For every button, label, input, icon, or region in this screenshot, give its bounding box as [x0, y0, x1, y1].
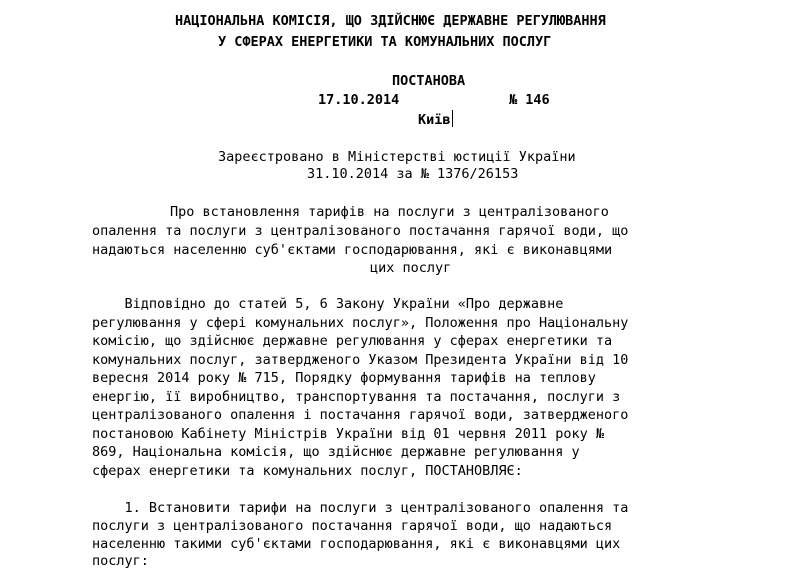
decree-number: № 146	[509, 92, 550, 108]
header-line-2: У СФЕРАХ ЕНЕРГЕТИКИ ТА КОМУНАЛЬНИХ ПОСЛУГ	[218, 34, 552, 50]
preamble-line-10: сферах енергетики та комунальних послуг, ПОСТАНОВЛЯЄ:	[92, 463, 523, 479]
item1-line-3: населенню такими суб'єктами господарювання, які є виконавцями цих	[92, 536, 621, 552]
title-line-2: опалення та послуги з централізованого постачання гарячої води, що	[92, 223, 629, 239]
preamble-line-7: централізованого опалення і постачання гарячої води, затвердженого	[92, 407, 629, 423]
item1-line-1: 1. Встановити тарифи на послуги з централізованого опалення та	[92, 500, 629, 516]
decree-city-wrap	[418, 110, 453, 129]
decree-date: 17.10.2014	[318, 92, 400, 108]
preamble-line-2: регулювання у сфері комунальних послуг», Положення про Національну	[92, 315, 629, 331]
title-line-1: Про встановлення тарифів на послуги з централізованого	[170, 204, 609, 220]
preamble-line-1: Відповідно до статей 5, 6 Закону України «Про державне	[92, 296, 564, 312]
decree-city: Київ	[418, 112, 451, 128]
header-line-1: НАЦІОНАЛЬНА КОМІСІЯ, ЩО ЗДІЙСНЮЄ ДЕРЖАВНЕ РЕГУЛЮВАННЯ	[175, 13, 606, 29]
registration-line-2: 31.10.2014 за № 1376/26153	[307, 166, 519, 182]
decree-type: ПОСТАНОВА	[392, 73, 466, 89]
preamble-line-8: постановою Кабінету Міністрів України від 01 червня 2011 року №	[92, 426, 605, 442]
preamble-line-9: 869, Національна комісія, що здійснює державне регулювання у	[92, 444, 580, 460]
item1-line-4: послуг:	[92, 553, 149, 569]
preamble-line-4: комунальних послуг, затвердженого Указом Президента України від 10	[92, 352, 629, 368]
registration-line-1: Зареєстровано в Міністерстві юстиції України	[218, 149, 576, 165]
preamble-line-5: вересня 2014 року № 715, Порядку формування тарифів на теплову	[92, 370, 596, 386]
text-cursor	[452, 110, 453, 127]
title-line-4: цих послуг	[370, 260, 452, 276]
title-line-3: надаються населенню суб'єктами господарювання, які є виконавцями	[92, 242, 613, 258]
preamble-line-6: енергію, її виробництво, транспортування та постачання, послуги з	[92, 389, 621, 405]
item1-line-2: послуги з централізованого постачання гарячої води, що надаються	[92, 518, 613, 534]
preamble-line-3: комісію, що здійснює державне регулювання у сферах енергетики та	[92, 333, 613, 349]
